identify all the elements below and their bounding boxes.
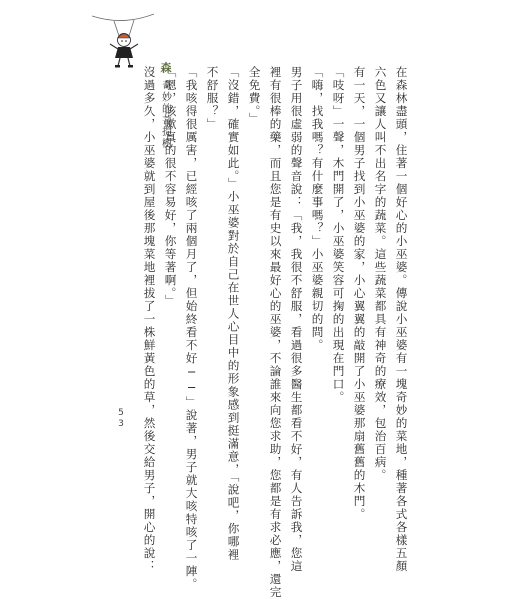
- text-column: 裡有很棒的藥，而且您是有史以來最好心的巫婆，不論誰來向您求助，您都是有求必應，還完: [268, 66, 283, 599]
- witch-illustration-icon: [92, 10, 154, 70]
- text-column: 沒過多久，小巫婆就到屋後那塊菜地裡拔了一株鮮黃色的草，然後交給男子，開心的說：: [142, 66, 157, 573]
- text-column: 「我咳得很厲害，已經咳了兩個月了，但始終看不好──」說著，男子就大咳特咳了一陣。: [184, 66, 199, 591]
- text-column: 有一天，一個男子找到小巫婆的家，小心翼翼的敲開了小巫婆那扇舊舊的木門。: [352, 66, 367, 521]
- book-title: 奇妙的菩提樹: [159, 80, 171, 150]
- text-column: 「嗯，咳嗽真的很不容易好，你等著啊。」: [163, 66, 178, 308]
- text-column: 六色又讓人叫不出名字的蔬菜。這些蔬菜都具有神奇的療效，包治百病。: [373, 66, 388, 482]
- text-column: 在森林盡頭，住著一個好心的小巫婆。傳說小巫婆有一塊奇妙的菜地，種著各式各樣五顏: [394, 66, 409, 573]
- text-column: 不舒服？」: [205, 66, 220, 131]
- text-column: 男子用很虛弱的聲音說：「我，我很不舒服，看過很多醫生都看不好，有人告訴我，您這: [289, 66, 304, 573]
- text-column: 「嗨，找我嗎？有什麼事嗎？」小巫婆親切的問。: [310, 66, 325, 352]
- text-column: 「吱呀」一聲，木門開了，小巫婆笑容可掬的出現在門口。: [331, 66, 346, 404]
- text-column: 「沒錯，確實如此。」小巫婆對於自己在世人心目中的形象感到挺滿意，「說吧，你哪裡: [226, 66, 241, 562]
- series-label: 森: [159, 62, 172, 74]
- text-column: 全免費。」: [247, 66, 262, 126]
- page-number: 53: [116, 408, 126, 430]
